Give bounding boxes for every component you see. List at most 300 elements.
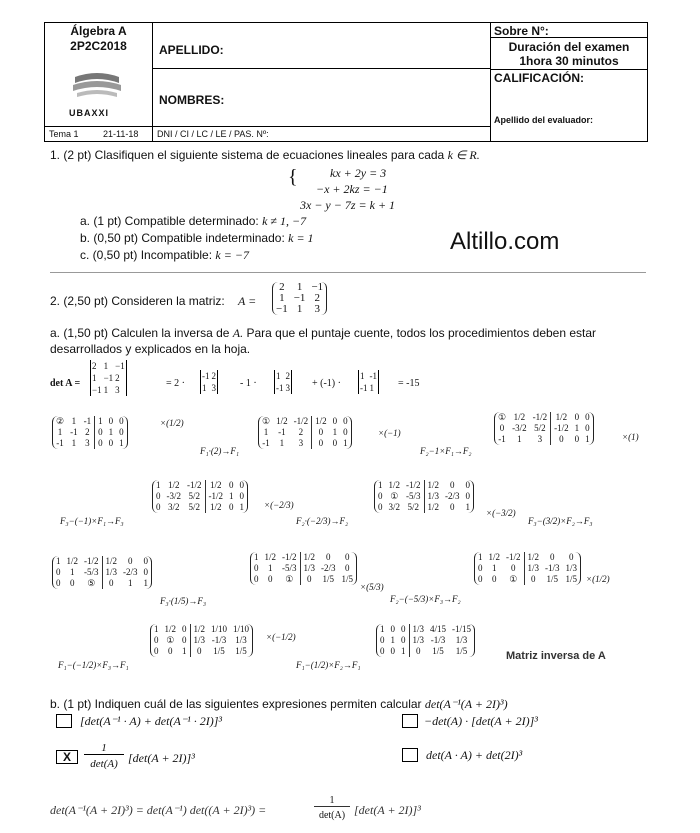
matrix-cell: 0 [56,578,61,588]
matrix-cell: 1/3 [524,563,542,574]
matrix-cell: ① [285,574,294,584]
matrix-cell: 1 [182,646,187,656]
step-6-matrix [52,556,152,589]
matrix-cell: 1 [229,491,234,501]
step-7-matrix [250,552,357,585]
matrix-cell: 0 [119,427,124,437]
matrix-row [53,416,127,427]
matrix-cell: 1 [380,624,385,634]
matrix-cell: 1/3 [102,567,120,578]
matrix-cell: 1/5 [432,646,444,656]
matrix-row [259,427,351,438]
matrix-cell: 1/2 [388,480,401,490]
matrix-cell: 0 [128,556,133,566]
matrix-cell: 3 [314,303,321,315]
matrix-cell: 1/2 [524,552,542,563]
matrix-row [475,574,580,585]
matrix-cell: 2 [92,361,97,371]
matrix-cell: 1 [103,385,109,395]
logo-text: UBAXXI [69,108,110,118]
option-3-text: [det(A + 2I)]³ [128,751,195,765]
matrix-row [377,635,474,646]
matrix-cell: 1 [56,556,61,566]
matrix-cell: 0 [95,438,106,449]
matrix-cell: ② [56,416,65,426]
matrix-row [251,552,356,563]
matrix-cell: 0 [70,578,75,588]
matrix-cell: -1/3 [211,635,227,645]
final-numerator: 1 [314,795,350,807]
matrix-cell: 3/2 [388,502,401,512]
matrix-cell: ⑤ [87,578,96,588]
matrix-cell: −1 [92,385,102,395]
matrix-row [475,552,580,563]
matrix-row [151,646,252,657]
option-3-denominator: det(A) [90,758,118,770]
matrix-row [53,578,151,589]
matrix-cell: ① [498,412,507,422]
matrix-cell: 1/5 [565,574,578,584]
q2b-prompt: b. (1 pt) Indiquen cuál de las siguientes expresiones permiten calcular det(A⁻¹(A + 2I)³) [50,697,508,711]
ubaxxi-logo-icon [67,71,127,103]
matrix-cell: 1/5 [546,574,559,584]
matrix-cell: 0 [585,423,590,433]
matrix-cell: 1 [95,416,106,427]
q1-answer-c: c. (0,50 pt) Incompatible: k = −7 [80,248,249,262]
matrix-cell: -1 [262,438,270,448]
matrix-cell: 0 [390,624,395,634]
matrix-cell: 1/2 [424,480,442,491]
matrix-cell: 1/5 [235,646,247,656]
matrix-cell: 1/3 [409,624,427,635]
matrix-cell: 1 [57,427,63,437]
step-5-op: ×(−3/2) [486,508,516,518]
exam-date: 21-11-18 [103,129,139,139]
matrix-cell: 1 [154,624,159,634]
evaluador-label: Apellido del evaluador: [494,115,594,125]
matrix-cell: 0 [95,427,106,438]
matrix-cell: −1 [115,361,125,371]
matrix-cell: 0 [239,480,244,490]
matrix-cell: 1/2 [264,552,277,562]
det-plus: + (-1) · [312,378,341,389]
matrix-cell: 3 [115,385,120,395]
matrix-cell: 0 [380,646,385,656]
matrix-cell: 0 [182,635,187,645]
option-1-checkbox[interactable] [56,714,72,728]
det-minus: - 1 · [240,378,257,389]
q1-answer-b: b. (0,50 pt) Compatible indeterminado: k = 1 [80,231,314,245]
matrix-cell: 0 [465,491,471,501]
sobre-label: Sobre N°: [494,24,549,38]
matrix-cell: 1/2 [102,556,120,567]
step-8-caption: F₁−(−1/2)×F₃→F₁ [58,660,129,670]
matrix-cell: 0 [229,502,234,512]
matrix-cell: 1 [70,567,75,577]
matrix-cell: 1 [332,427,338,437]
matrix-cell: 5/2 [188,491,200,501]
matrix-cell: -1 [369,371,377,381]
matrix-cell: -2/3 [445,491,460,501]
matrix-cell: 1 [254,552,259,562]
step-2-caption: F₂−1×F₁→F₂ [420,446,472,456]
matrix-cell: 1 [517,434,522,444]
matrix-cell: 1/5 [341,574,354,584]
matrix-cell: 1/5 [322,574,335,584]
matrix-cell: -1/2 [406,480,421,490]
nombres-label: NOMBRES: [159,93,225,107]
matrix-cell: 1 [492,563,497,573]
matrix-cell: 0 [378,502,383,512]
matrix-cell: 0 [450,502,455,512]
matrix-cell: 0 [551,434,572,445]
matrix-cell: 1/2 [66,556,79,566]
matrix-cell: ① [509,574,518,584]
step-2-op: ×(−1) [378,428,401,438]
matrix-cell: 3 [285,383,290,393]
matrix-cell: 0 [143,567,149,577]
matrix-cell: 0 [524,574,542,585]
matrix-cell: 1/2 [300,552,318,563]
matrix-row [91,360,126,372]
matrix-cell: -1 [276,383,284,393]
duracion-line1: Duración del examen [508,40,630,54]
matrix-cell: 0 [332,438,338,448]
matrix-cell: 1/2 [167,480,180,490]
matrix-row [475,563,580,574]
matrix-cell: 1/3 [190,635,208,646]
matrix-cell: 1/3 [565,563,578,573]
matrix-cell: 0 [119,416,124,426]
det-minor-1 [200,370,218,394]
calificacion-label: CALIFICACIÓN: [494,71,584,85]
matrix-cell: -3/2 [166,491,181,501]
matrix-cell: 0 [378,491,383,501]
matrix-cell: 2 [211,371,216,381]
matrix-cell: −1 [276,303,288,315]
matrix-row [359,382,378,394]
matrix-cell: -2/3 [321,563,336,573]
matrix-cell: -2/3 [123,567,138,577]
step-8-matrix [474,552,581,585]
det-minor-2 [274,370,292,394]
matrix-cell: 0 [156,491,161,501]
matrix-cell: -5/3 [84,567,99,577]
matrix-cell: 0 [550,552,555,562]
matrix-cell: -1/2 [187,480,202,490]
step-3-op: ×(1) [622,432,639,442]
matrix-cell: 1 [108,427,114,437]
matrix-cell: 0 [108,416,114,426]
matrix-row [91,372,126,384]
matrix-cell: 5/2 [534,423,546,433]
matrix-cell: ① [390,491,399,501]
matrix-cell: 3 [85,438,90,448]
step-1-op: ×(1/2) [160,418,184,428]
matrix-row [375,480,473,491]
matrix-cell: 2 [285,371,290,381]
matrix-cell: 0 [190,646,208,657]
matrix-cell: 0 [450,480,455,490]
divider [50,272,646,273]
matrix-cell: 5/2 [407,502,420,512]
document-label: DNI / CI / LC / LE / PAS. Nº: [157,129,269,139]
matrix-row [495,434,593,445]
matrix-row [53,438,127,449]
step-7-op: ×(5/3) [360,582,384,592]
q1-answer-a: a. (1 pt) Compatible determinado: k ≠ 1, −7 [80,214,307,228]
matrix-row [495,423,593,434]
matrix-cell: -1 [56,438,64,448]
q1-prompt: 1. (2 pt) Clasifiquen el siguiente sistema de ecuaciones lineales para cada k ∈ R. [50,148,480,162]
matrix-cell: -1/2 [84,556,99,566]
matrix-cell: 1/2 [312,416,330,427]
step-9-matrix [150,624,253,657]
option-1-text: [det(A⁻¹ · A) + det(A⁻¹ · 2I)]³ [80,714,222,728]
matrix-cell: 0 [326,552,331,562]
matrix-cell: 0 [108,438,114,448]
matrix-cell: -1/2 [205,491,226,502]
matrix-row [275,382,291,394]
matrix-cell: -1/3 [545,563,560,573]
matrix-cell: 0 [569,552,574,562]
matrix-cell: 1/3 [424,491,442,502]
matrix-cell: 1 [390,635,395,645]
matrix-row [201,382,217,394]
matrix-cell: 0 [380,635,385,645]
matrix-cell: 0 [492,574,497,584]
matrix-cell: 1 [103,361,109,371]
option-2-checkbox[interactable] [402,714,418,728]
matrix-cell: 1 [202,383,207,393]
matrix-row [201,370,217,382]
matrix-cell: 1 [296,281,303,293]
matrix-row [153,480,247,491]
matrix-a-label: A = [238,294,257,308]
matrix-cell: 1/2 [424,502,442,513]
matrix-cell: 1 [343,438,348,448]
matrix-cell: 1 [478,552,483,562]
option-4-checkbox[interactable] [402,748,418,762]
matrix-cell: -5/3 [282,563,297,573]
matrix-cell: 0 [343,416,348,426]
matrix-cell: 1 [119,438,124,448]
matrix-cell: 0 [401,624,406,634]
matrix-cell: -1/3 [430,635,446,645]
matrix-cell: 0 [409,646,427,657]
apellido-label: APELLIDO: [159,43,224,57]
matrix-cell: 1 [465,502,471,512]
matrix-row [273,304,326,315]
step-10-matrix [376,624,475,657]
matrix-cell: 3/2 [167,502,180,512]
matrix-row [53,427,127,438]
q2-prompt: 2. (2,50 pt) Consideren la matriz: [50,294,225,308]
matrix-cell: 1/3 [455,635,468,645]
matrix-row [377,646,474,657]
option-3-numerator: 1 [84,742,124,755]
step-7-caption: F₂−(−5/3)×F₃→F₂ [390,594,461,604]
matrix-cell: 0 [401,635,406,645]
matrix-cell: 4/15 [430,624,447,634]
matrix-cell: 1 [401,646,406,656]
matrix-cell: 0 [56,567,61,577]
matrix-row [495,412,593,423]
course-code: 2P2C2018 [70,39,127,53]
matrix-cell: 0 [332,416,338,426]
det-expansion: = 2 · [166,378,185,389]
matrix-cell: 3 [537,434,543,444]
q2a-line1: a. (1,50 pt) Calculen la inversa de A. Para que el puntaje cuente, todos los procedimientos deben estar [50,326,597,340]
matrix-cell: 1 [378,480,383,490]
matrix-row [377,624,474,635]
matrix-cell: 0 [478,574,483,584]
matrix-cell: 0 [182,624,187,634]
step-8-op: ×(1/2) [586,574,610,584]
matrix-cell: 0 [156,502,161,512]
matrix-cell: 0 [168,646,173,656]
matrix-cell: -1/15 [452,624,472,634]
matrix-cell: 0 [511,563,516,573]
matrix-a [272,282,327,315]
matrix-cell: 1 [279,438,285,448]
matrix-cell: -1/2 [282,552,297,562]
matrix-cell: 1/3 [409,635,427,646]
matrix-cell: 1 [268,563,273,573]
step-5-matrix [374,480,474,513]
matrix-cell: 0 [574,412,580,422]
matrix-row [375,502,473,513]
det-result: = -15 [398,378,420,389]
matrix-row [151,635,252,646]
equation-1: kx + 2y = 3 [330,166,387,180]
matrix-cell: 3 [211,383,216,393]
matrix-row [53,567,151,578]
step-9-caption: F₁−(1/2)×F₂→F₁ [296,660,361,670]
matrix-row [275,370,291,382]
matrix-cell: 0 [343,427,348,437]
matrix-cell: -1 [202,371,210,381]
matrix-cell: 1 [574,423,580,433]
course-name: Álgebra A [70,24,127,38]
option-3-checkbox[interactable]: X [56,750,78,764]
matrix-cell: 3 [298,438,304,448]
det-label: det A = [50,378,81,389]
step-9-op: ×(−1/2) [266,632,296,642]
matrix-row [53,556,151,567]
matrix-cell: 0 [300,574,318,585]
matrix-cell: 1 [585,434,590,444]
inverse-label: Matriz inversa de A [506,650,606,662]
matrix-cell: 0 [102,578,120,589]
matrix-cell: 0 [574,434,580,444]
matrix-cell: -1 [498,434,506,444]
matrix-cell: -1/2 [532,412,548,422]
matrix-row [153,502,247,513]
matrix-cell: 0 [154,646,159,656]
matrix-cell: 1/2 [190,624,208,635]
matrix-cell: -5/3 [406,491,421,501]
matrix-cell: 2 [115,373,120,383]
matrix-cell: 0 [478,563,483,573]
matrix-cell: 0 [143,556,149,566]
matrix-row [153,491,247,502]
matrix-cell: 5/2 [188,502,200,512]
matrix-cell: 1 [360,371,365,381]
matrix-cell: -3/2 [512,423,527,433]
matrix-cell: -1/2 [293,416,309,426]
matrix-cell: 0 [312,438,330,449]
matrix-cell: 0 [254,574,259,584]
final-denominator: det(A) [318,810,346,821]
matrix-cell: 1 [263,427,269,437]
matrix-cell: -1 [360,383,368,393]
matrix-row [151,624,252,635]
equation-3: 3x − y − 7z = k + 1 [300,198,396,212]
matrix-cell: 1/10 [233,624,250,634]
tema-label: Tema 1 [49,129,79,139]
q2a-line2: desarrollados y explicados en la hoja. [50,342,251,356]
matrix-cell: 2 [314,292,321,304]
matrix-cell: 0 [268,574,273,584]
matrix-cell: 1 [279,292,285,304]
matrix-cell: 1/2 [488,552,501,562]
matrix-cell: 1/2 [205,480,226,491]
matrix-cell: 1 [128,578,133,588]
matrix-cell: 0 [312,427,330,438]
matrix-cell: ① [166,635,175,645]
step-4-caption: F₂·(−2/3)→F₂ [296,516,349,526]
matrix-cell: 1 [71,416,77,426]
option-2-text: −det(A) · [det(A + 2I)]³ [424,714,538,728]
step-1-matrix [52,416,128,449]
watermark: Altillo.com [450,228,560,255]
matrix-row [251,574,356,585]
matrix-cell: 0 [585,412,590,422]
matrix-cell: 1 [143,578,149,588]
matrix-cell: 1/10 [211,624,228,634]
matrix-cell: 0 [229,480,234,490]
matrix-row [375,491,473,502]
matrix-cell: 1 [296,303,303,315]
matrix-cell: 1 [71,438,77,448]
step-2-matrix [258,416,352,449]
matrix-cell: −1 [311,281,324,293]
matrix-cell: 0 [154,635,159,645]
matrix-row [251,563,356,574]
exam-header [44,22,648,142]
matrix-cell: 0 [465,480,471,490]
matrix-cell: 1 [156,480,161,490]
matrix-cell: -1/2 [551,423,572,434]
matrix-cell: 1 [239,502,244,512]
duracion-line2: 1hora 30 minutos [519,54,619,68]
matrix-cell: 1/3 [235,635,247,645]
matrix-cell: 1/5 [213,646,225,656]
matrix-cell: 1/3 [300,563,318,574]
matrix-cell: 0 [254,563,259,573]
final-equation: det(A⁻¹(A + 2I)³) = det(A⁻¹) det((A + 2I)³) = [50,803,267,817]
matrix-cell: 1/2 [276,416,288,426]
step-1-caption: F₁·(2)→F₁ [200,446,239,456]
det-minor-3 [358,370,379,394]
step-3-caption: F₃−(−1)×F₁→F₃ [60,516,124,526]
step-3-matrix [494,412,594,445]
matrix-row [259,416,351,427]
matrix-cell: 2 [279,281,285,293]
matrix-cell: −1 [293,292,306,304]
matrix-cell: -1 [278,427,286,437]
